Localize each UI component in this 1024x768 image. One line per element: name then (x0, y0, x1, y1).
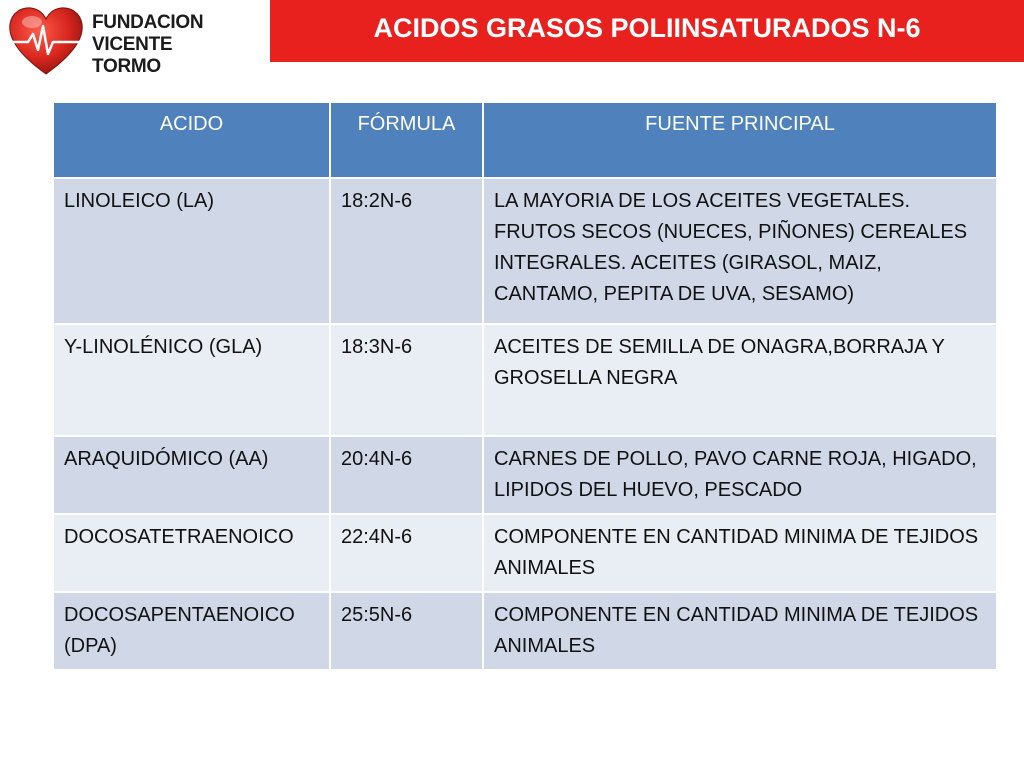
cell-acido: DOCOSAPENTAENOICO (DPA) (53, 592, 330, 670)
table-row (53, 178, 997, 324)
cell-fuente: CARNES DE POLLO, PAVO CARNE ROJA, HIGADO, LIPIDOS DEL HUEVO, PESCADO (483, 436, 997, 514)
cell-formula: 18:3N-6 (330, 324, 483, 436)
cell-acido: ARAQUIDÓMICO (AA) (53, 436, 330, 514)
cell-formula: 20:4N-6 (330, 436, 483, 514)
cell-fuente: COMPONENTE EN CANTIDAD MINIMA DE TEJIDOS ANIMALES (483, 514, 997, 592)
cell-acido: DOCOSATETRAENOICO (53, 514, 330, 592)
header-fuente: FUENTE PRINCIPAL (483, 102, 997, 178)
cell-formula: 25:5N-6 (330, 592, 483, 670)
table-row (53, 514, 997, 592)
logo-text (92, 12, 246, 78)
cell-acido: Y-LINOLÉNICO (GLA) (53, 324, 330, 436)
header-acido: ACIDO (53, 102, 330, 178)
table-row (53, 592, 997, 670)
foundation-logo (6, 4, 246, 78)
cell-formula: 22:4N-6 (330, 514, 483, 592)
logo-line-1: FUNDACION (92, 12, 204, 33)
table-row (53, 436, 997, 514)
title-bar (270, 0, 1024, 62)
cell-fuente: LA MAYORIA DE LOS ACEITES VEGETALES. FRUTOS SECOS (NUECES, PIÑONES) CEREALES INTEGRALES. ACEITES (GIRASOL, MAIZ, CANTAMO, PEPITA DE UVA, SESAMO) (483, 178, 997, 324)
heart-pulse-icon (6, 4, 86, 78)
logo-line-2: VICENTE TORMO (92, 34, 173, 77)
fatty-acids-table (52, 101, 998, 671)
page-title: ACIDOS GRASOS POLIINSATURADOS N-6 (373, 13, 921, 43)
header-formula: FÓRMULA (330, 102, 483, 178)
cell-acido: LINOLEICO (LA) (53, 178, 330, 324)
table-header-row (53, 102, 997, 178)
cell-fuente: ACEITES DE SEMILLA DE ONAGRA,BORRAJA Y GROSELLA NEGRA (483, 324, 997, 436)
cell-formula: 18:2N-6 (330, 178, 483, 324)
cell-fuente: COMPONENTE EN CANTIDAD MINIMA DE TEJIDOS ANIMALES (483, 592, 997, 670)
table-row (53, 324, 997, 436)
